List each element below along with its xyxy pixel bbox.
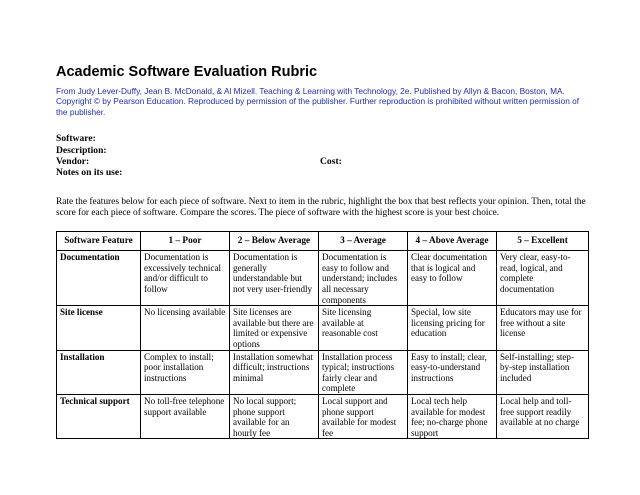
source-credit: From Judy Lever-Duffy, Jean B. McDonald, & Al Mizell. Teaching & Learning with Technology, 2e. Published by Allyn & Bacon, Boston, MA. Copyright © by Pearson Education. Reproduced by permission of the publisher. Further reproduction is prohibited without written permission of the publisher.: [56, 86, 580, 117]
rating-cell[interactable]: No licensing available: [141, 306, 230, 350]
rating-cell[interactable]: Complex to install; poor installation instructions: [141, 350, 230, 394]
header-average: 3 – Average: [319, 231, 408, 251]
rating-cell[interactable]: Documentation is generally understandable but not very user-friendly: [230, 251, 319, 306]
rating-cell[interactable]: Local help and toll-free support readily available at no charge: [497, 394, 589, 438]
table-row: [57, 251, 589, 306]
table-row: [57, 306, 589, 350]
rating-cell[interactable]: Site licenses are available but there are limited or expensive options: [230, 306, 319, 350]
rubric-table: [56, 231, 589, 440]
header-software-feature: Software Feature: [57, 231, 141, 251]
table-row: [57, 394, 589, 438]
rating-cell[interactable]: No local support; phone support available for an hourly fee: [230, 394, 319, 438]
feature-cell[interactable]: Site license: [57, 306, 141, 350]
software-field-label: Software:: [56, 133, 96, 145]
description-field-label: Description:: [56, 144, 107, 156]
feature-cell[interactable]: Installation: [57, 350, 141, 394]
rubric-header-row: [57, 231, 589, 251]
rating-cell[interactable]: Clear documentation that is logical and easy to follow: [408, 251, 497, 306]
header-below-average: 2 – Below Average: [230, 231, 319, 251]
rating-cell[interactable]: Educators may use for free without a site license: [497, 306, 589, 350]
rating-cell[interactable]: Very clear, easy-to-read, logical, and complete documentation: [497, 251, 589, 306]
instructions-paragraph: Rate the features below for each piece of software. Next to item in the rubric, highlight the box that best reflects your opinion. Then, total the score for each piece of software. Compare the scores. The piece of software with the highest score is your best choice.: [56, 196, 586, 219]
rating-cell[interactable]: Local tech help available for modest fee; no-charge phone support: [408, 394, 497, 438]
evaluation-fields: [56, 133, 588, 179]
header-excellent: 5 – Excellent: [497, 231, 589, 251]
rating-cell[interactable]: Site licensing available at reasonable cost: [319, 306, 408, 350]
cost-field-label: Cost:: [320, 156, 342, 168]
rating-cell[interactable]: Local support and phone support available for modest fee: [319, 394, 408, 438]
table-row: [57, 350, 589, 394]
rating-cell[interactable]: Installation process typical; instructions fairly clear and complete: [319, 350, 408, 394]
header-poor: 1 – Poor: [141, 231, 230, 251]
rating-cell[interactable]: Installation somewhat difficult; instructions minimal: [230, 350, 319, 394]
rating-cell[interactable]: Self-installing; step-by-step installation included: [497, 350, 589, 394]
feature-cell[interactable]: Technical support: [57, 394, 141, 438]
rating-cell[interactable]: Documentation is easy to follow and understand; includes all necessary components: [319, 251, 408, 306]
rating-cell[interactable]: No toll-free telephone support available: [141, 394, 230, 438]
header-above-average: 4 – Above Average: [408, 231, 497, 251]
document-title: Academic Software Evaluation Rubric: [56, 64, 318, 80]
rating-cell[interactable]: Documentation is excessively technical and/or difficult to follow: [141, 251, 230, 306]
feature-cell[interactable]: Documentation: [57, 251, 141, 306]
rubric-page: [56, 64, 588, 439]
rating-cell[interactable]: Special, low site licensing pricing for education: [408, 306, 497, 350]
notes-field-label: Notes on its use:: [56, 167, 123, 179]
vendor-field-label: Vendor:: [56, 156, 90, 168]
rating-cell[interactable]: Easy to install; clear, easy-to-understand instructions: [408, 350, 497, 394]
